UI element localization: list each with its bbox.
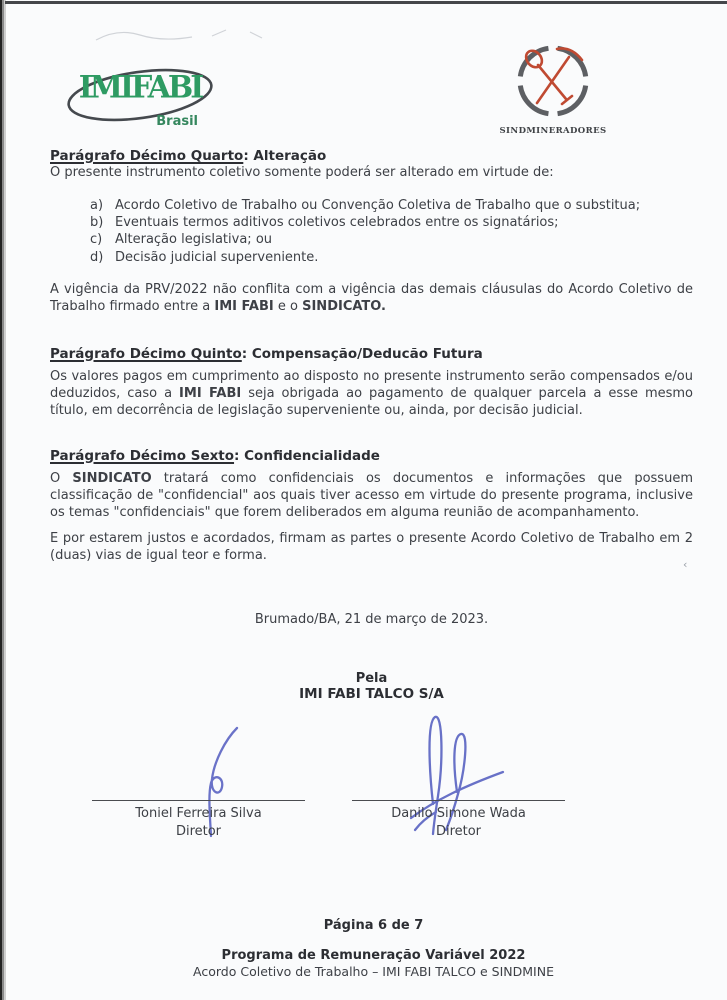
list-text: Acordo Coletivo de Trabalho ou Convenção Coletiva de Trabalho que o substitua; [115,198,641,213]
sindicato-bold: SINDICATO. [302,298,386,314]
scan-edge-left [0,0,6,1000]
section-15-paragraph [50,368,693,419]
document-body [50,148,693,702]
sindmineradores-logo [499,36,607,138]
alteration-list [50,197,693,266]
company-name-bold: IMI FABI [179,385,242,401]
paragraph-text: Os valores pagos em cumprimento ao disposto no presente instrumento serão compensados e/ou deduzidos, caso a [50,368,693,401]
list-item-b [50,214,693,231]
imifabi-logo [62,58,218,136]
section-14-subtitle: : Alteração [243,148,327,164]
section-16-subtitle: : Confidencialidade [234,447,380,464]
section-14-heading [50,148,693,164]
imifabi-wordmark: IMIFABI [78,69,202,106]
company-name-bold: IMI FABI [214,298,274,314]
section-15-subtitle: : Compensação/Deducão Futura [241,345,483,362]
list-marker: a) [90,198,104,213]
list-item-c [50,231,693,248]
paragraph-text: O [50,470,73,486]
section-16-heading [50,448,693,464]
section-15-title: Parágrafo Décimo Quinto [50,345,242,362]
section-16-title: Parágrafo Décimo Sexto [50,447,235,464]
footer-agreement-line: Acordo Coletivo de Trabalho – IMI FABI TALCO e SINDMINE [193,964,554,979]
paragraph-text: e o [273,298,303,314]
closing-paragraph: E por estarem justos e acordados, firmam as partes o presente Acordo Coletivo de Trabalho em 2 (duas) vias de igual teor e forma. [50,530,693,563]
signer-role-left: Diretor [175,824,222,839]
list-text: Alteração legislativa; ou [115,232,273,248]
section-14-title: Parágrafo Décimo Quarto [50,148,244,164]
signer-role-right: Diretor [435,824,482,839]
list-text: Eventuais termos aditivos coletivos celebrados entre os signatários; [115,215,559,231]
pencil-mark-artifact [92,24,272,52]
paragraph-text: seja obrigada ao pagamento de qualquer parcela a esse mesmo título, em decorrência de legislação superveniente ou, ainda, por decisão judicial. [50,385,693,418]
list-item-d [50,249,693,266]
pickaxe-shovel-icon [503,36,603,128]
imifabi-brasil-label: Brasil [156,114,198,129]
section-14-paragraph-2 [50,281,693,315]
list-item-a [50,197,693,214]
section-16-paragraph [50,470,693,521]
section-14-intro: O presente instrumento coletivo somente poderá ser alterado em virtude de: [50,165,554,180]
signer-name-left: Toniel Ferreira Silva [135,806,262,821]
page-number: Página 6 de 7 [323,918,424,933]
section-15-heading [50,346,693,362]
date-place-line: Brumado/BA, 21 de março de 2023. [254,611,489,627]
sindicato-bold: SINDICATO [72,470,152,486]
list-marker: b) [90,215,104,231]
signature-line-right [352,800,565,801]
footer-program-title: Programa de Remuneração Variável 2022 [221,948,526,963]
list-marker: d) [90,249,104,265]
signer-name-right: Danilo Simone Wada [391,806,526,821]
company-signature-title: IMI FABI TALCO S/A [299,685,444,702]
signature-line-left [92,800,305,801]
sindmineradores-label: SINDMINERADORES [499,126,607,136]
pela-label: Pela [355,670,388,686]
paragraph-text: tratará como confidenciais os documentos e informações que possuem classificação de "confidencial" aos quais tiver acesso em virtude do presente programa, inclusive os temas "confidenciais" que forem deliberados em alguma reunião de acompanhamento. [50,470,693,520]
list-marker: c) [90,232,103,248]
scan-edge-top [5,1,727,4]
list-text: Decisão judicial superveniente. [115,249,319,265]
paragraph-text: A vigência da PRV/2022 não conflita com a vigência das demais cláusulas do Acordo Coletivo de Trabalho firmado entre a [50,281,693,314]
